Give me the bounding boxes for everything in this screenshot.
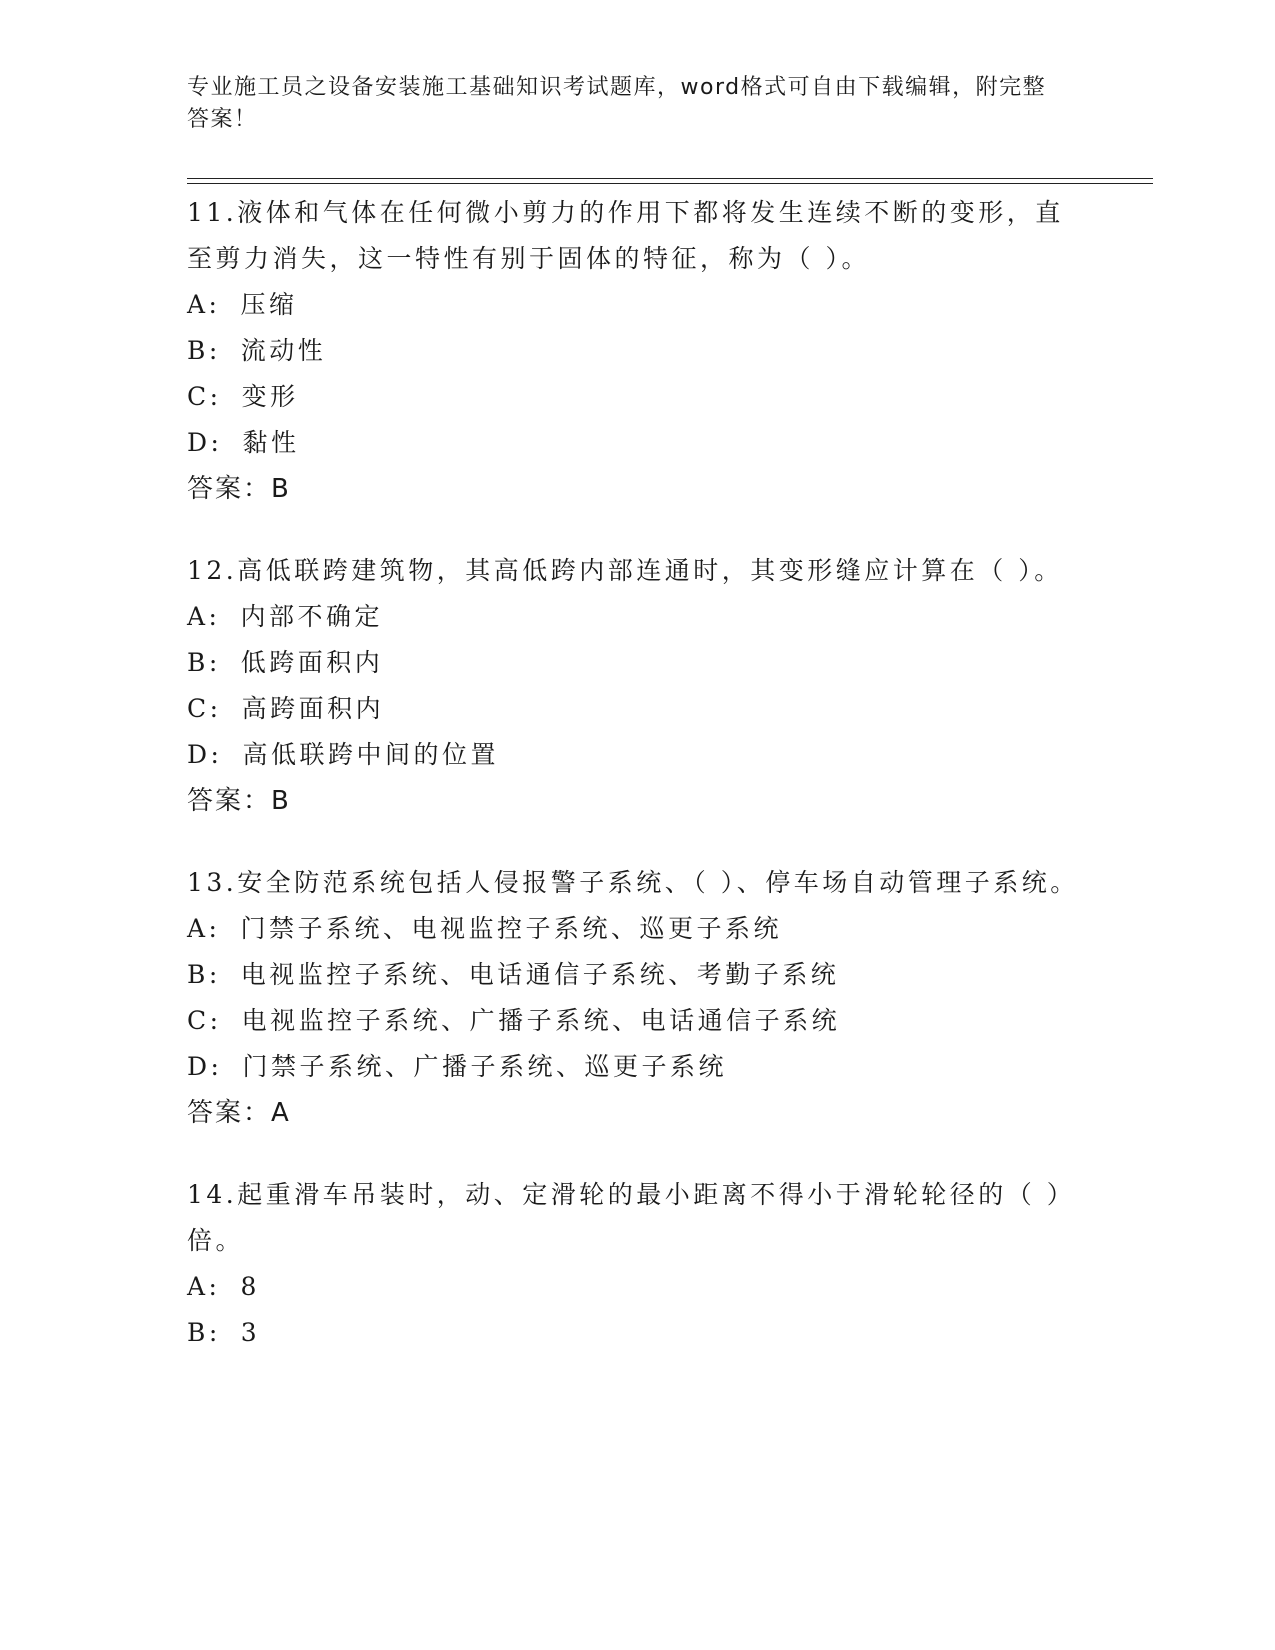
option-letter: B: — [187, 1318, 221, 1347]
document-header: 专业施工员之设备安装施工基础知识考试题库，word格式可自由下载编辑，附完整答案！ — [187, 75, 1047, 132]
option-c — [187, 686, 1087, 732]
option-letter: A: — [187, 602, 221, 631]
option-b — [187, 640, 1087, 686]
option-letter: C: — [187, 694, 222, 723]
question-12 — [187, 548, 1087, 824]
answer-text: 答案：B — [187, 786, 291, 816]
option-text: 压缩 — [240, 290, 298, 319]
option-c — [187, 374, 1087, 420]
option-text: 高跨面积内 — [241, 694, 385, 723]
option-text: 高低联跨中间的位置 — [242, 740, 499, 769]
option-text: 流动性 — [240, 336, 327, 365]
question-14 — [187, 1172, 1087, 1356]
question-11 — [187, 190, 1087, 512]
option-text: 门禁子系统、电视监控子系统、巡更子系统 — [240, 914, 782, 943]
question-13 — [187, 860, 1087, 1136]
option-text: 黏性 — [242, 428, 300, 457]
option-text: 电视监控子系统、广播子系统、电话通信子系统 — [241, 1006, 841, 1035]
option-b — [187, 1310, 1087, 1356]
option-letter: D: — [187, 740, 223, 769]
option-text: 变形 — [241, 382, 299, 411]
option-text: 低跨面积内 — [240, 648, 384, 677]
option-letter: D: — [187, 1052, 223, 1081]
option-b — [187, 328, 1087, 374]
header-divider-bottom — [187, 183, 1153, 184]
option-letter: B: — [187, 336, 221, 365]
option-letter: C: — [187, 382, 222, 411]
question-text: 13.安全防范系统包括人侵报警子系统、（ ）、停车场自动管理子系统。 — [187, 868, 1079, 897]
header-divider-top — [187, 178, 1153, 179]
option-text: 门禁子系统、广播子系统、巡更子系统 — [242, 1052, 727, 1081]
option-d — [187, 420, 1087, 466]
option-letter: A: — [187, 1272, 221, 1301]
question-text: 12.高低联跨建筑物，其高低跨内部连通时，其变形缝应计算在（ ）。 — [187, 556, 1063, 585]
option-a — [187, 906, 1087, 952]
option-letter: C: — [187, 1006, 222, 1035]
option-b — [187, 952, 1087, 998]
option-d — [187, 732, 1087, 778]
option-letter: D: — [187, 428, 223, 457]
option-letter: B: — [187, 960, 221, 989]
option-letter: B: — [187, 648, 221, 677]
answer-text: 答案：A — [187, 1098, 291, 1128]
answer-text: 答案：B — [187, 474, 291, 504]
option-d — [187, 1044, 1087, 1090]
option-letter: A: — [187, 290, 221, 319]
question-text: 14.起重滑车吊装时，动、定滑轮的最小距离不得小于滑轮轮径的（ ）倍。 — [187, 1180, 1076, 1255]
option-a — [187, 1264, 1087, 1310]
question-text: 11.液体和气体在任何微小剪力的作用下都将发生连续不断的变形，直至剪力消失，这一特性有别于固体的特征，称为（ ）。 — [187, 198, 1064, 273]
option-c — [187, 998, 1087, 1044]
option-text: 电视监控子系统、电话通信子系统、考勤子系统 — [240, 960, 840, 989]
option-letter: A: — [187, 914, 221, 943]
question-list — [187, 190, 1087, 1392]
option-text: 内部不确定 — [240, 602, 383, 631]
option-text: 8 — [240, 1272, 260, 1301]
option-text: 3 — [240, 1318, 261, 1347]
option-a — [187, 594, 1087, 640]
option-a — [187, 282, 1087, 328]
